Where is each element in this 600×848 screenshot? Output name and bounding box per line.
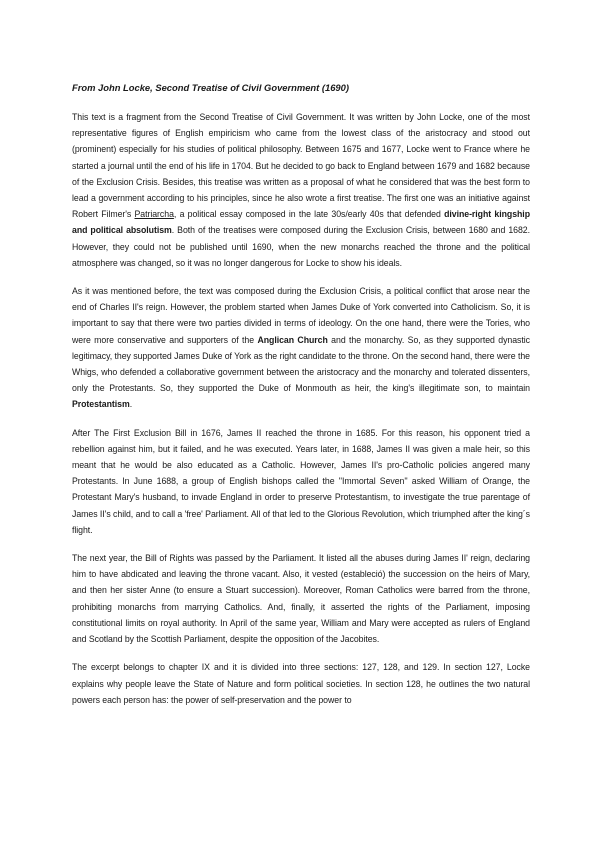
paragraph-2-bold-b: Protestantism (72, 399, 130, 410)
paragraph-1-text-c: . Both of the treatises were composed during the Exclusion Crisis, between 1680 and 1682. However, they could not be published until 1690, when the new monarchs reached the throne and the political atmosphere was changed, so it was no longer dangerous for Locke to show his ideals. (72, 225, 530, 268)
document-title: From John Locke, Second Treatise of Civil Government (1690) (72, 82, 349, 93)
paragraph-2-text-c: . (129, 399, 133, 410)
paragraph-2-text-b: and the monarchy. So, as they supported dynastic legitimacy, they supported James Duke of York as the right candidate to the throne. On the second hand, there were the Whigs, who defended a collaborative government between the aristocracy and the monarchy and tolerated dissenters, only the Protestants. So, they supported the Duke of Monmouth as heir, the king's illegitimate son, to maintain (72, 334, 530, 394)
paragraph-5: The excerpt belongs to chapter IX and it is divided into three sections: 127, 128, and 129. In section 127, Locke explains why people leave the State of Nature and form political societies. In section 128, he outlines the two natural powers each person has: the power of self-preservation and the power to (72, 662, 530, 705)
paragraph-2-bold-a: Anglican Church (257, 334, 328, 345)
paragraph-1-text-b: , a political essay composed in the late 30s/early 40s that defended (173, 209, 445, 220)
paragraph-2-text-a: As it was mentioned before, the text was composed during the Exclusion Crisis, a political conflict that arose near the end of Charles II's reign. However, the problem started when James Duke of York converted into Catholicism. So, it is important to say that there were two parties divided in terms of ideology. On the one hand, there were the Tories, who were more conservative and supporters of the (72, 286, 530, 345)
paragraph-4: The next year, the Bill of Rights was passed by the Parliament. It listed all the abuses during James II' reign, declaring him to have abdicated and leaving the throne vacant. Also, it vested (estableció) the succession on the heirs of Mary, and then her sister Anne (to ensure a Stuart succession). Moreover, Roman Catholics were barred from the throne, prohibiting monarchs from marrying Catholics. And, finally, it asserted the rights of the Parliament, imposing constitutional limits on royal authority. In April of the same year, William and Mary were accepted as rulers of England and Scotland by the Scottish Parliament, despite the opposition of the Jacobites. (72, 553, 530, 645)
paragraph-1-text-a: This text is a fragment from the Second Treatise of Civil Government. It was written by John Locke, one of the most representative figures of English empiricism who came from the lowest class of the aristocracy and stood out (prominent) especially for his studies of political philosophy. Between 1675 and 1677, Locke went to France where he started a journal until the end of his life in 1704. But he decided to go back to England between 1679 and 1682 because of the Exclusion Crisis. Besides, this treatise was written as a proposal of what he considered that was the best form to lead a government according to his principles, since he also wrote a first treatise. The first one was an initiative against Robert Filmer's (72, 112, 530, 220)
paragraph-1-bold: divine-right kingship and political absolutism (72, 209, 530, 236)
paragraph-2 (72, 283, 530, 413)
paragraph-1 (72, 109, 530, 271)
patriarcha-link: Patriarcha (134, 209, 174, 220)
paragraph-3: After The First Exclusion Bill in 1676, James II reached the throne in 1685. For this reason, his opponent tried a rebellion against him, but it failed, and he was executed. Years later, in 1688, James II was given a male heir, so this meant that he would be also educated as a Catholic. However, James II's pro-Catholic policies angered many Protestants. In June 1688, a group of English bishops called the ''Immortal Seven'' asked William of Orange, the Protestant Mary's husband, to invade England in order to preserve Protestantism, to investigate the true parentage of James II's child, and to call a 'free' Parliament. All of that led to the Glorious Revolution, which triumphed after the king´s flight. (72, 427, 530, 535)
